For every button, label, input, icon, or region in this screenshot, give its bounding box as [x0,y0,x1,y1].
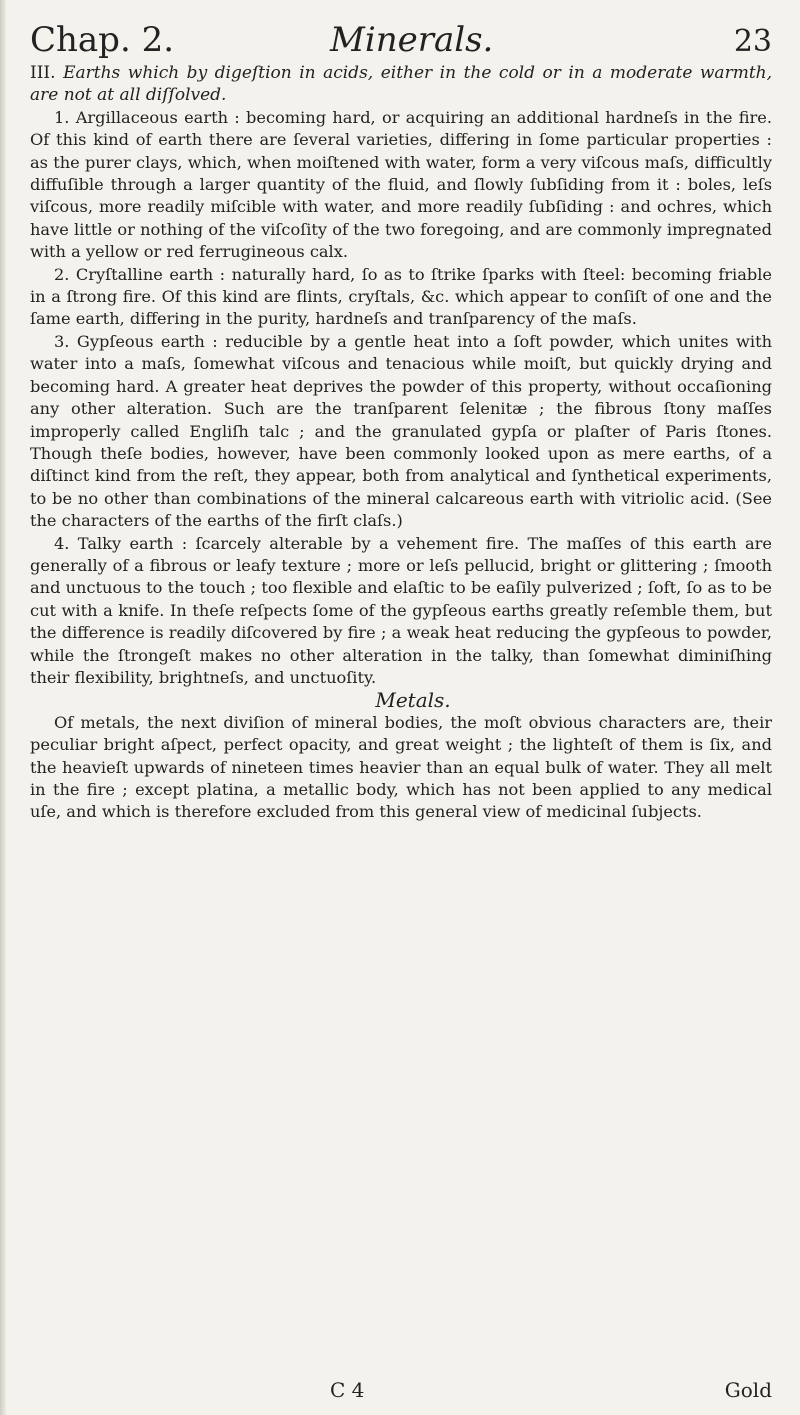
paragraph-argillaceous: 1. Argillaceous earth : becoming hard, or acquiring an additional hardneſs in the fire. Of this kind of earth there are ſeveral varieties, differing in ſome particular properties : as the purer clays, which, when moiſtened with water, form a very viſcous maſs, difficultly diffuſible through a larger quantity of the fluid, and ſlowly ſubſiding from it : boles, leſs viſcous, more readily miſcible with water, and more readily ſubſiding : and ochres, which have little or nothing of the viſcoſity of the two foregoing, and are commonly impregnated with a yellow or red ferrugineous calx. [30,107,772,262]
chapter-label: Chap. 2. [30,20,175,60]
class-number: III. [30,63,56,83]
paragraph-talky: 4. Talky earth : ſcarcely alterable by a vehement fire. The maſſes of this earth are generally of a fibrous or leafy texture ; more or leſs pellucid, bright or glittering ; ſmooth and unctuous to the touch ; too flexible and elaſtic to be eaſily pulverized ; ſoft, ſo as to be cut with a knife. In theſe reſpects ſome of the gypſeous earths greatly reſemble them, but the difference is readily diſcovered by fire ; a weak heat reducing the gypſeous to powder, while the ſtrongeſt makes no other alteration in the talky, than ſomewhat diminiſhing their flexibility, brightneſs, and unctuoſity. [30,533,772,687]
running-header [30,14,772,64]
body-text [30,62,772,824]
page-footer [30,1378,772,1408]
signature-mark: C 4 [330,1378,365,1402]
section-title-metals: Metals. [375,688,451,713]
paragraph-gypseous: 3. Gypſeous earth : reducible by a gentle heat into a ſoft powder, which unites with water into a maſs, ſomewhat viſcous and tenacious while moiſt, but quickly drying and becoming hard. A greater heat deprives the powder of this property, without occaſioning any other alteration. Such are the tranſparent ſelenitæ ; the fibrous ſtony maſſes improperly called Engliſh talc ; and the granulated gypſa or plaſter of Paris ſtones. Though theſe bodies, however, have been commonly looked upon as mere earths, of a diſtinct kind from the reſt, they appear, both from analytical and ſynthetical experiments, to be no other than combinations of the mineral calcareous earth with vitriolic acid. (See the characters of the earths of the firſt claſs.) [30,331,772,531]
paragraph-crystalline: 2. Cryſtalline earth : naturally hard, ſo as to ſtrike ſparks with ſteel: becoming friable in a ſtrong fire. Of this kind are flints, cryſtals, &c. which appear to conſiſt of one and the ſame earth, differing in the purity, hardneſs and tranſparency of the maſs. [30,264,772,329]
running-title: Minerals. [330,20,494,60]
paragraph-metals: Of metals, the next diviſion of mineral bodies, the moſt obvious characters are, their peculiar bright aſpect, perfect opacity, and great weight ; the lighteſt of them is ſix, and the heavieſt upwards of nineteen times heavier than an equal bulk of water. They all melt in the fire ; except platina, a metallic body, which has not been applied to any medical uſe, and which is therefore excluded from this general view of medicinal ſubjects. [30,712,772,822]
page-number: 23 [733,24,772,59]
class-description: Earths which by digeſtion in acids, either in the cold or in a moderate warmth, are not at all diſſolved. [30,63,773,106]
catchword: Gold [724,1378,772,1402]
binding-gutter [0,0,6,1415]
class-heading [30,62,772,107]
